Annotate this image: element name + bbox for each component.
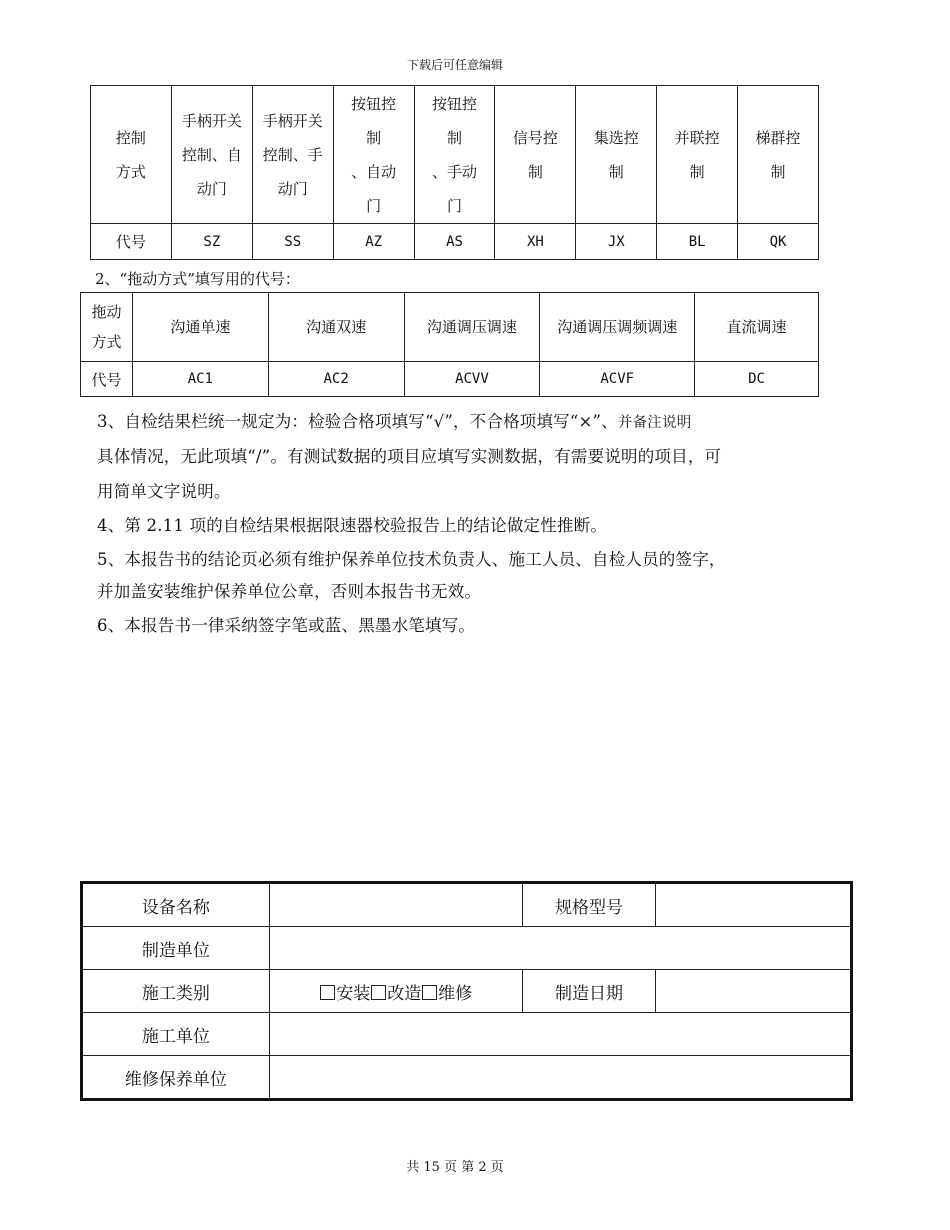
note-5-line-1: 5、本报告书的结论页必须有维护保养单位技术负责人、施工人员、自检人员的签字，: [97, 550, 726, 569]
note-3-main-text: 3、自检结果栏统一规定为：检验合格项填写“√”，不合格项填写“×”、: [97, 412, 618, 431]
equipment-row-device: [82, 883, 852, 927]
control-code-cell: QK: [738, 224, 819, 260]
modify-option-label: 改造: [387, 983, 422, 1004]
install-option-label: 安装: [336, 983, 371, 1004]
control-header-row: [91, 86, 819, 224]
model-label: 规格型号: [522, 883, 656, 927]
control-header-line: 信号控: [512, 128, 558, 147]
drive-code-label: 代号: [81, 362, 133, 397]
control-header-cell: [414, 86, 495, 224]
drive-code-cell: ACVV: [404, 362, 540, 397]
header-note: 下载后可任意编辑: [406, 58, 503, 72]
control-code-cell: BL: [657, 224, 738, 260]
control-header-cell: [495, 86, 576, 224]
control-header-line: 控制、自: [181, 145, 242, 164]
control-header-line: 制: [770, 162, 786, 181]
drive-code-cell: AC1: [132, 362, 268, 397]
drive-code-cell: DC: [695, 362, 819, 397]
control-header-cell: [657, 86, 738, 224]
control-header-line: 集选控: [593, 128, 639, 147]
maintenance-unit-field[interactable]: [269, 1056, 851, 1100]
drive-header-cell: [404, 293, 540, 362]
install-checkbox[interactable]: [320, 985, 335, 1000]
control-header-line: 梯群控: [755, 128, 801, 147]
control-method-table: [90, 85, 819, 260]
device-name-label: 设备名称: [82, 883, 270, 927]
control-header-cell: [91, 86, 172, 224]
drive-code-cell: ACVF: [540, 362, 695, 397]
control-header-line: 、手动: [431, 162, 477, 181]
drive-code-row: [81, 362, 819, 397]
equipment-info-table: [80, 881, 853, 1101]
drive-header-line: 拖动: [91, 303, 122, 321]
control-header-line: 控制、手: [262, 145, 323, 164]
control-header-line: 制: [689, 162, 705, 181]
drive-header-cell: [540, 293, 695, 362]
note-4: 4、第 2.11 项的自检结果根据限速器校验报告上的结论做定性推断。: [97, 516, 608, 535]
control-code-row: [91, 224, 819, 260]
note-5-line-2: 并加盖安装维护保养单位公章，否则本报告书无效。: [97, 582, 482, 601]
control-header-line: 按钮控: [431, 94, 477, 113]
drive-header-cell: [132, 293, 268, 362]
control-header-line: 制: [527, 162, 543, 181]
control-header-cell: [171, 86, 252, 224]
drive-header-line: 沟通调压调频调速: [557, 318, 678, 336]
note-3-line-2: 具体情况，无此项填“/”。有测试数据的项目应填写实测数据，有需要说明的项目，可: [97, 447, 722, 466]
control-header-cell: [252, 86, 333, 224]
drive-header-line: 方式: [91, 333, 122, 351]
equipment-row-maintenance-unit: [82, 1056, 852, 1100]
manufacturer-label: 制造单位: [82, 927, 270, 970]
repair-option-label: 维修: [438, 983, 473, 1004]
construction-type-options: [269, 970, 522, 1013]
control-header-line: 制: [366, 128, 382, 147]
control-header-line: 并联控: [674, 128, 720, 147]
modify-checkbox[interactable]: [371, 985, 386, 1000]
drive-header-cell: [695, 293, 819, 362]
construction-unit-label: 施工单位: [82, 1013, 270, 1056]
control-header-line: 控制: [115, 128, 146, 147]
control-code-cell: AS: [414, 224, 495, 260]
drive-header-line: 直流调速: [726, 318, 787, 336]
manufacture-date-label: 制造日期: [522, 970, 656, 1013]
drive-header-line: 沟通调压调速: [426, 318, 517, 336]
drive-method-table: [80, 292, 819, 397]
control-header-line: 动门: [277, 179, 308, 198]
control-header-line: 制: [608, 162, 624, 181]
control-header-cell: [738, 86, 819, 224]
repair-checkbox[interactable]: [422, 985, 437, 1000]
control-header-line: 门: [366, 196, 382, 215]
page-footer: 共 15 页 第 2 页: [406, 1160, 504, 1175]
drive-header-row: [81, 293, 819, 362]
drive-code-cell: AC2: [268, 362, 404, 397]
control-header-line: 按钮控: [351, 94, 397, 113]
control-code-cell: JX: [576, 224, 657, 260]
equipment-row-construction-unit: [82, 1013, 852, 1056]
construction-type-label: 施工类别: [82, 970, 270, 1013]
note-3-line-1: [97, 408, 691, 432]
control-header-line: 方式: [115, 162, 146, 181]
control-header-line: 手柄开关: [181, 111, 242, 130]
equipment-row-construction-type: [82, 970, 852, 1013]
model-field[interactable]: [656, 883, 852, 927]
control-header-cell: [576, 86, 657, 224]
note-6: 6、本报告书一律采纳签字笔或蓝、黑墨水笔填写。: [97, 616, 476, 635]
control-header-line: 制: [446, 128, 462, 147]
control-code-cell: AZ: [333, 224, 414, 260]
drive-header-cell: [268, 293, 404, 362]
device-name-field[interactable]: [269, 883, 522, 927]
equipment-row-manufacturer: [82, 927, 852, 970]
note-3-small-text: 并备注说明: [617, 415, 692, 431]
control-code-label: 代号: [91, 224, 172, 260]
construction-unit-field[interactable]: [269, 1013, 851, 1056]
control-code-cell: SZ: [171, 224, 252, 260]
manufacture-date-field[interactable]: [656, 970, 852, 1013]
drive-heading: 2、“拖动方式”填写用的代号：: [95, 270, 300, 288]
control-header-line: 、自动: [351, 162, 397, 181]
control-header-line: 门: [446, 196, 462, 215]
control-header-cell: [333, 86, 414, 224]
control-code-cell: SS: [252, 224, 333, 260]
control-code-cell: XH: [495, 224, 576, 260]
drive-header-line: 沟通单速: [170, 318, 231, 336]
drive-header-cell: [81, 293, 133, 362]
drive-header-line: 沟通双速: [306, 318, 367, 336]
maintenance-unit-label: 维修保养单位: [82, 1056, 270, 1100]
note-3-line-3: 用简单文字说明。: [97, 482, 231, 501]
control-header-line: 手柄开关: [262, 111, 323, 130]
control-header-line: 动门: [196, 179, 227, 198]
manufacturer-field[interactable]: [269, 927, 851, 970]
